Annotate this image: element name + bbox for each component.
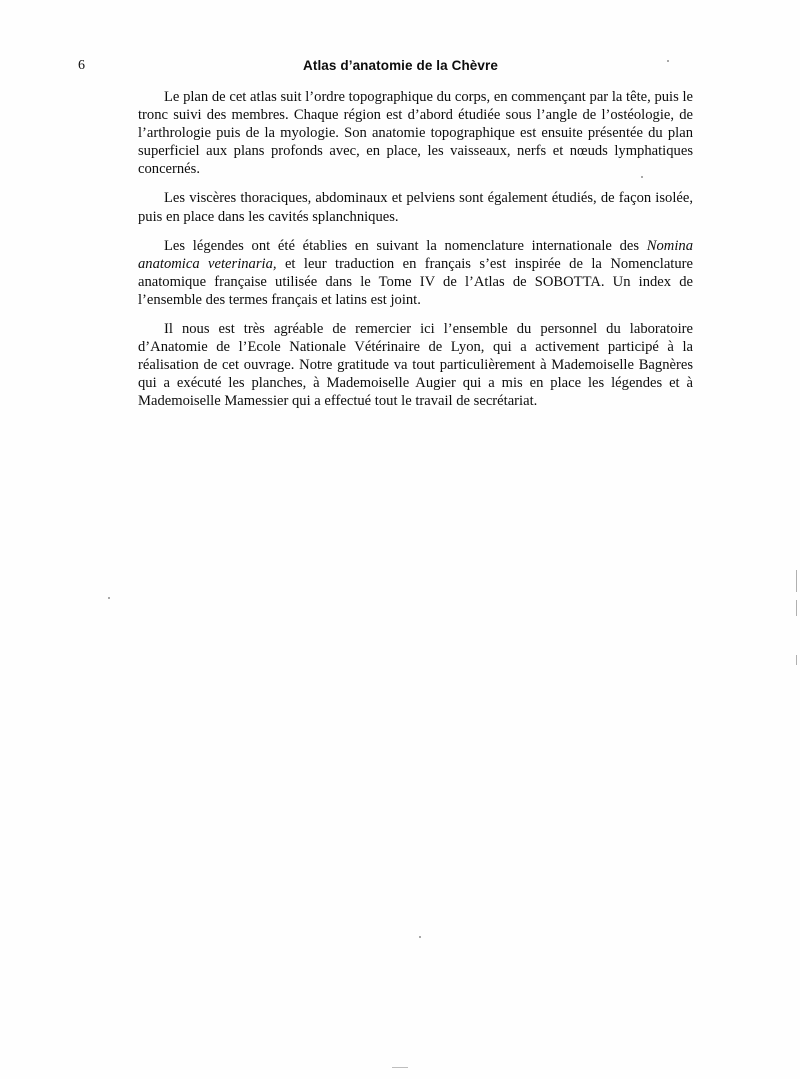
- paragraph: [138, 237, 693, 309]
- scan-speck: [108, 597, 110, 599]
- scan-edge-mark: [796, 600, 797, 616]
- italic-run: Nomina anatomica veterinaria,: [138, 237, 693, 272]
- text-run: et leur traduction en français s’est inspirée de la Nomenclature anatomique française utilisée dans le Tome IV de l’Atlas de SOBOTTA. Un index de l’ensemble des termes français et latins est joint.: [138, 255, 693, 308]
- scan-edge-mark: [796, 655, 797, 665]
- paragraph: [138, 189, 693, 225]
- scan-speck: [641, 176, 643, 178]
- scan-speck: [419, 936, 421, 938]
- page-header: [78, 58, 723, 78]
- scan-bottom-mark: [392, 1067, 408, 1068]
- text-run: Il nous est très agréable de remercier ici l’ensemble du personnel du laboratoire d’Anatomie de l’Ecole Nationale Vétérinaire de Lyon, qui a activement participé à la réalisation de cet ouvrage. Notre gratitude va tout particulièrement à Mademoiselle Bagnères qui a exécuté les planches, à Mademoiselle Augier qui a mis en place les légendes et à Mademoiselle Mamessier qui a effectué tout le travail de secrétariat.: [138, 321, 693, 410]
- text-run: Les viscères thoraciques, abdominaux et pelviens sont également étudiés, de façon isolée, puis en place dans les cavités splanchniques.: [138, 190, 693, 225]
- text-run: Le plan de cet atlas suit l’ordre topographique du corps, en commençant par la tête, puis le tronc suivi des membres. Chaque région est d’abord étudiée sous l’angle de l’ostéologie, de l’arthrologie puis de la myologie. Son anatomie topographique est ensuite présentée du plan superficiel aux plans profonds avec, en place, les vaisseaux, nerfs et nœuds lymphatiques concernés.: [138, 89, 693, 178]
- body-text: [138, 88, 693, 411]
- text-run: Les légendes ont été établies en suivant la nomenclature internationale des: [164, 237, 647, 254]
- running-title: Atlas d’anatomie de la Chèvre: [303, 58, 498, 73]
- scan-edge-mark: [796, 570, 797, 592]
- paragraph: [138, 320, 693, 410]
- scan-speck: [667, 60, 669, 62]
- paragraph: [138, 88, 693, 178]
- page-number: 6: [78, 58, 85, 73]
